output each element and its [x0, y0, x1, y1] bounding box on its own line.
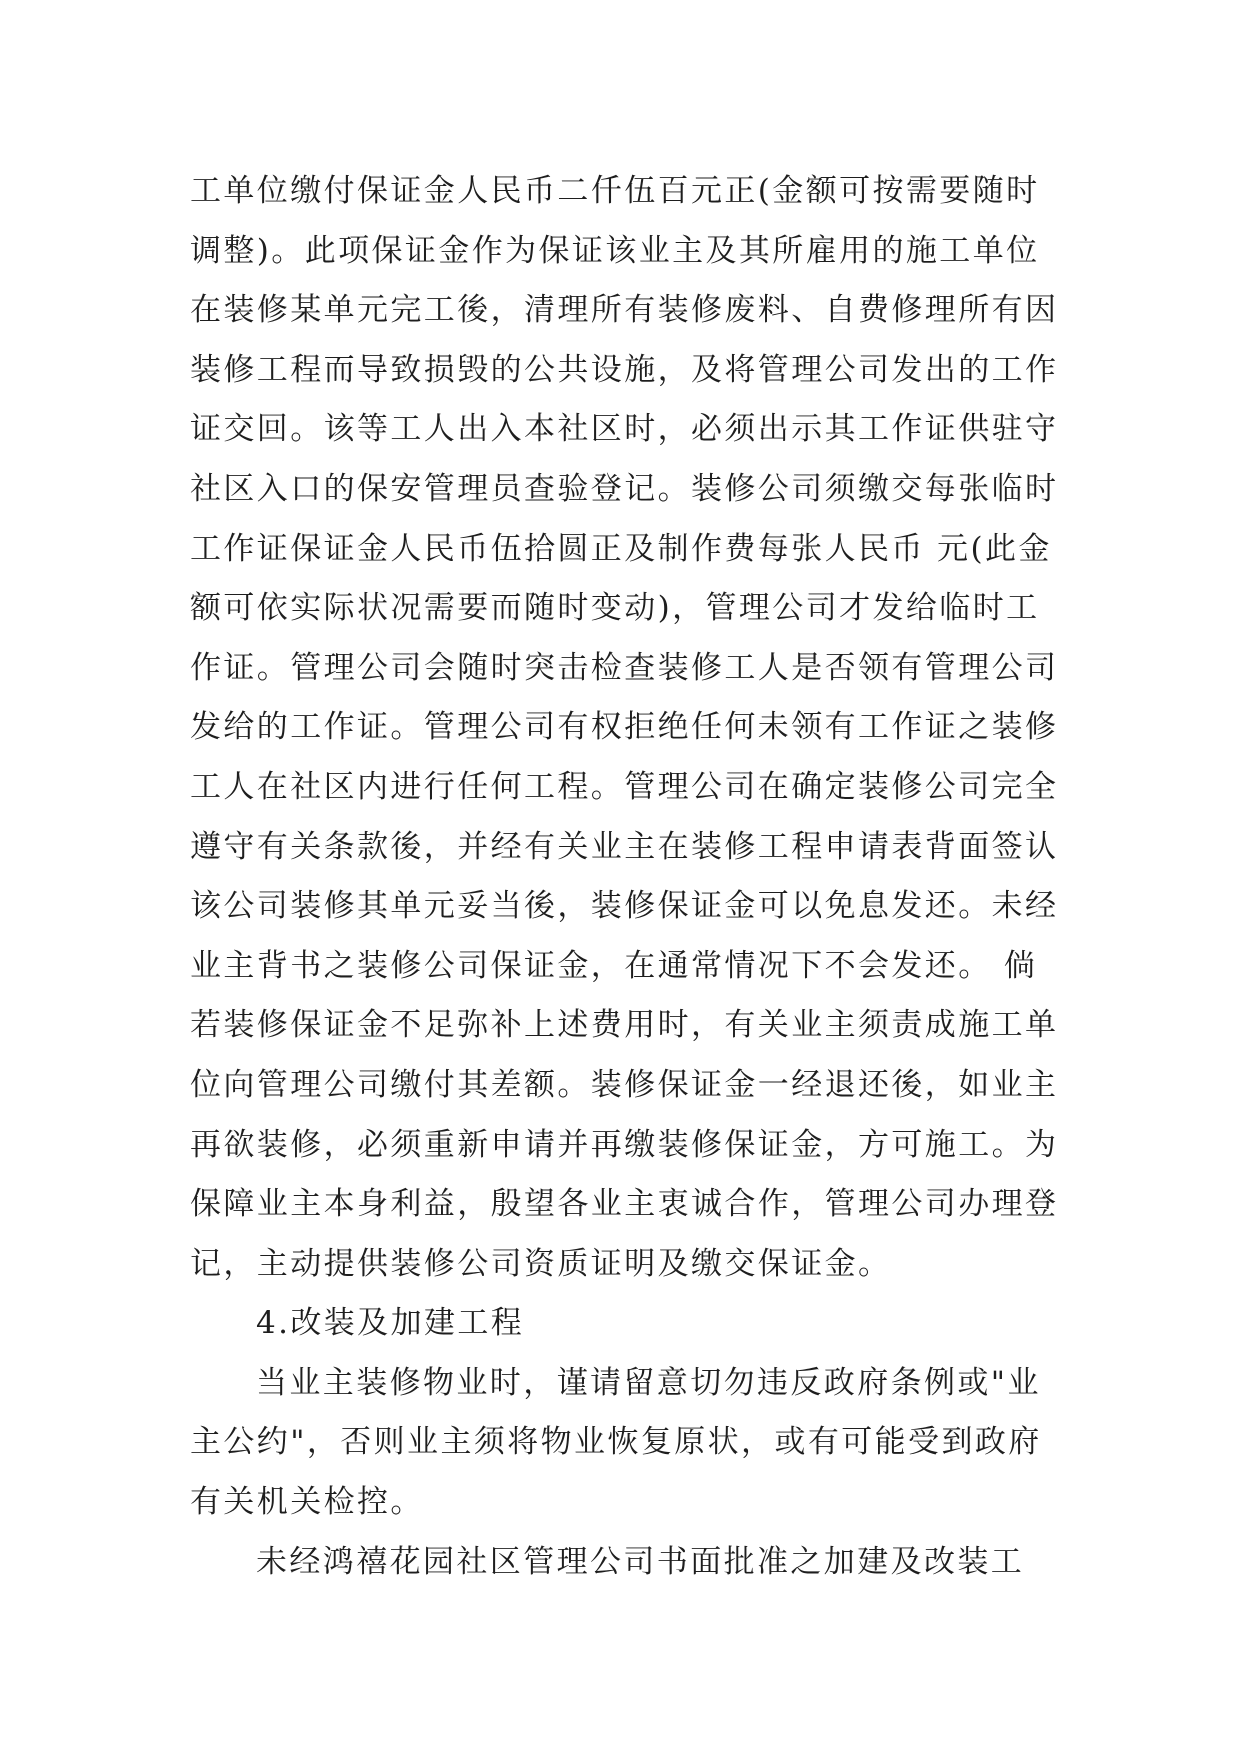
paragraph-line: 调整)。此项保证金作为保证该业主及其所雇用的施工单位	[190, 232, 1040, 269]
paragraph-line: 遵守有关条款後，并经有关业主在装修工程申请表背面签认	[190, 828, 1059, 865]
paragraph-line: 未经鸿禧花园社区管理公司书面批准之加建及改装工	[256, 1543, 1025, 1580]
paragraph-line: 保障业主本身利益，殷望各业主衷诚合作，管理公司办理登	[190, 1186, 1059, 1223]
paragraph-line: 主公约"，否则业主须将物业恢复原状，或有可能受到政府	[190, 1424, 1042, 1461]
paragraph-line: 额可依实际状况需要而随时变动)，管理公司才发给临时工	[190, 590, 1040, 627]
paragraph-line: 该公司装修其单元妥当後，装修保证金可以免息发还。未经	[190, 888, 1059, 925]
paragraph-line: 记，主动提供装修公司资质证明及缴交保证金。	[190, 1245, 892, 1282]
document-body	[190, 162, 1060, 1592]
paragraph-line: 工人在社区内进行任何工程。管理公司在确定装修公司完全	[190, 768, 1059, 805]
paragraph-line: 装修工程而导致损毁的公共设施，及将管理公司发出的工作	[190, 351, 1059, 388]
paragraph-line: 社区入口的保安管理员查验登记。装修公司须缴交每张临时	[190, 470, 1059, 507]
paragraph-line: 工作证保证金人民币伍拾圆正及制作费每张人民币 元(此金	[190, 530, 1052, 567]
paragraph-line: 工单位缴付保证金人民币二仟伍百元正(金额可按需要随时	[190, 173, 1040, 209]
paragraph-line: 作证。管理公司会随时突击检查装修工人是否领有管理公司	[190, 649, 1059, 686]
paragraph-line: 有关机关检控。	[190, 1484, 424, 1521]
paragraph-line: 当业主装修物业时，谨请留意切勿违反政府条例或"业	[256, 1364, 1041, 1401]
paragraph-line: 业主背书之装修公司保证金，在通常情况下不会发还。 倘	[190, 947, 1038, 984]
paragraph-line: 若装修保证金不足弥补上述费用时，有关业主须责成施工单	[190, 1007, 1059, 1044]
paragraph-line: 再欲装修，必须重新申请并再缴装修保证金，方可施工。为	[190, 1126, 1059, 1163]
paragraph-line: 发给的工作证。管理公司有权拒绝任何未领有工作证之装修	[190, 709, 1059, 746]
section-heading: 4.改装及加建工程	[256, 1305, 525, 1342]
paragraph-line: 证交回。该等工人出入本社区时，必须出示其工作证供驻守	[190, 411, 1059, 448]
paragraph-line: 在装修某单元完工後，清理所有装修废料、自费修理所有因	[190, 292, 1059, 329]
paragraph-line: 位向管理公司缴付其差额。装修保证金一经退还後，如业主	[190, 1066, 1059, 1103]
